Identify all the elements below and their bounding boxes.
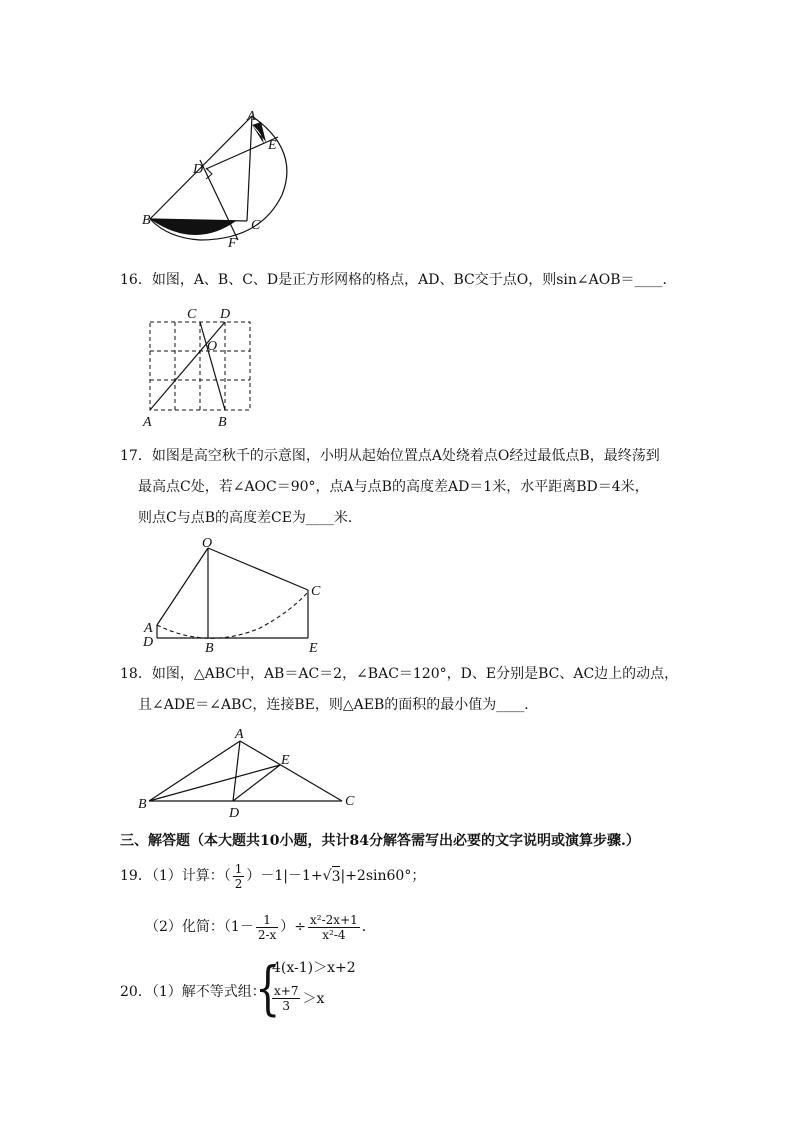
label-O: O (202, 536, 213, 551)
question-19-part2 (145, 910, 376, 944)
q20-ineq2-fraction (272, 984, 300, 1013)
q19-p2-end: ． (361, 919, 376, 935)
q19-p2-frac2-den: x²-4 (322, 927, 346, 942)
q19-p2-prefix: （2）化简：（1－ (145, 919, 254, 935)
segment-AD (233, 741, 240, 801)
segment-AB (149, 741, 240, 801)
segment-OC (208, 548, 308, 590)
q19-p2-fraction1 (256, 913, 278, 942)
label-E: E (281, 753, 290, 768)
q19-p1-frac-num: 1 (234, 861, 243, 876)
label-C: C (187, 307, 197, 322)
label-A: A (247, 109, 256, 124)
label-D: D (143, 635, 154, 650)
system-brace: { (255, 955, 281, 1023)
label-O: O (207, 339, 218, 354)
q19-p1-suffix-b: |+2sin60°； (340, 868, 426, 884)
figure-15-semicircle (135, 105, 295, 255)
segment-AD (150, 322, 225, 410)
q20-ineq2-num: x+7 (274, 984, 299, 998)
question-20-prefix: 20．（1）解不等式组： (120, 984, 266, 1000)
dashed-swing-arc (157, 592, 308, 638)
section-3-heading: 三、解答题（本大题共10小题，共计84分解答需写出必要的文字说明或演算步骤.） (120, 833, 640, 849)
question-16: 16．如图，A、B、C、D是正方形网格的格点，AD、BC交于点O，则sin∠AOB＝____． (120, 272, 677, 288)
q20-ineq2-den: 3 (282, 999, 291, 1013)
question-17-line2: 最高点C处，若∠AOC＝90°，点A与点B的高度差AD＝1米，水平距离BD＝4米， (138, 479, 649, 495)
figure-17-swing (138, 532, 338, 657)
q19-p2-frac1-den: 2-x (257, 927, 277, 942)
inequality-2 (270, 984, 324, 1013)
q19-p2-fraction2 (308, 913, 360, 942)
sqrt-sign: √ (322, 868, 332, 884)
question-17-line1: 17．如图是高空秋千的示意图，小明从起始位置点A处绕着点O经过最低点B，最终荡到 (120, 448, 660, 464)
label-C: C (311, 584, 321, 599)
q19-p1-fraction (233, 862, 245, 891)
q20-ineq2-rest: ＞x (302, 990, 325, 1007)
q19-p2-frac2-num: x²-2x+1 (310, 912, 358, 927)
label-D: D (193, 162, 204, 177)
q19-p1-suffix-a: ）－1|－1+ (246, 868, 323, 884)
label-B: B (218, 415, 227, 430)
q19-p2-frac1-num: 1 (256, 913, 278, 928)
label-E: E (268, 138, 277, 153)
q19-p1-sqrt-radicand: 3 (332, 866, 341, 887)
label-C: C (251, 218, 261, 233)
shaded-region-bottom (150, 219, 236, 235)
question-18-line2: 且∠ADE＝∠ABC，连接BE，则△AEB的面积的最小值为____． (138, 697, 539, 713)
q19-p1-frac-den: 2 (234, 876, 243, 891)
segment-AC (240, 741, 342, 801)
inequality-1: 4(x-1)＞x+2 (272, 960, 356, 976)
segment-OA (157, 548, 208, 625)
q19-p1-prefix: 19．（1）计算：（ (120, 868, 231, 884)
figure-16-grid (140, 302, 260, 432)
label-B: B (138, 797, 147, 812)
segment-AC (247, 116, 252, 221)
question-18-line1: 18．如图，△ABC中，AB＝AC＝2，∠BAC＝120°，D、E分别是BC、AC边上的动点， (120, 666, 679, 682)
segment-CB (200, 322, 225, 410)
label-F: F (228, 236, 237, 251)
segment-BE (149, 765, 280, 801)
label-D: D (220, 307, 231, 322)
label-D: D (229, 806, 240, 821)
label-C: C (345, 794, 355, 809)
question-19-part1 (120, 862, 425, 890)
figure-18-triangle (133, 722, 363, 822)
q19-p2-mid: ）÷ (280, 919, 307, 935)
segment-DE (233, 765, 280, 801)
label-B: B (142, 213, 151, 228)
label-B: B (205, 641, 214, 656)
question-17-line3: 则点C与点B的高度差CE为____米． (138, 510, 362, 526)
label-E: E (309, 641, 318, 656)
label-A: A (143, 415, 152, 430)
label-A: A (235, 727, 244, 742)
label-A: A (144, 621, 153, 636)
